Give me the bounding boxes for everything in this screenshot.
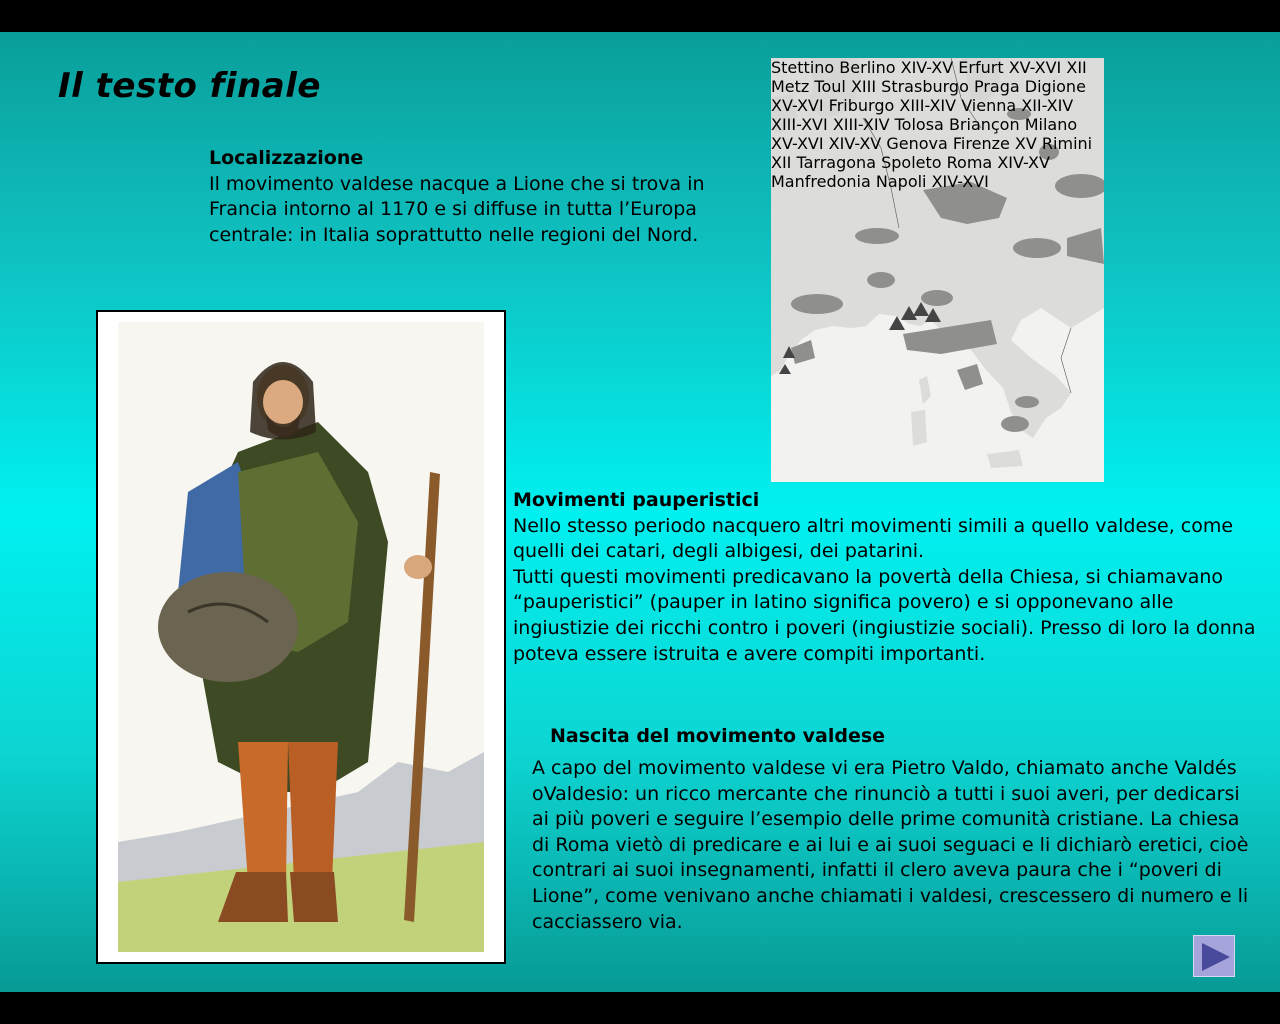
map-label-xiii-xiv-b: XIII-XIV (832, 115, 890, 134)
map-label-strasburgo: Strasburgo (881, 77, 969, 96)
map-label-briancon: Briançon (948, 115, 1020, 134)
map-label-manfredonia: Manfredonia (771, 172, 871, 191)
map-label-xiii-xiv: XIII-XIV (899, 96, 957, 115)
map-label-xiv-xv-b: XIV-XV (828, 134, 882, 153)
nascita-block (532, 756, 1262, 935)
map-label-xii-xiv: XII-XIV (1021, 96, 1074, 115)
map-label-spoleto: Spoleto (881, 153, 942, 172)
map-label-napoli: Napoli (875, 172, 927, 191)
map-label-metz: Metz (771, 77, 810, 96)
slide-title: Il testo finale (58, 66, 321, 106)
map-label-xv-xvi-b: XV-XVI (771, 96, 824, 115)
map-label-xv: XV (1014, 134, 1037, 153)
map-label-xiii-xvi: XIII-XVI (771, 115, 828, 134)
map-label-rimini: Rimini (1041, 134, 1093, 153)
localizzazione-text: Il movimento valdese nacque a Lione che si trova in Francia intorno al 1170 e si diffuse in tutta l’Europa centrale: in Italia soprattutto nelle regioni del Nord. (209, 172, 705, 246)
pauperistici-block (513, 488, 1273, 667)
map-label-stettino: Stettino (771, 58, 835, 77)
map-label-digione: Digione (1024, 77, 1086, 96)
pauperistici-text-2: Tutti questi movimenti predicavano la povertà della Chiesa, si chiamavano “pauperistici” (pauper in latino significa povero) e si opponevano alle ingiustizie dei ricchi contro i poveri (ingiustizie sociali). Presso di loro la donna poteva essere istruita e avere compiti importanti. (513, 565, 1256, 665)
map-labels (771, 58, 1104, 482)
pauperistici-text-1: Nello stesso periodo nacquero altri movimenti simili a quello valdese, come quelli dei catari, degli albigesi, dei patarini. (513, 514, 1234, 563)
map-label-xiv-xvi: XIV-XVI (931, 172, 989, 191)
localizzazione-heading: Localizzazione (209, 147, 364, 169)
map-label-xii-b: XII (771, 153, 792, 172)
next-slide-button[interactable] (1193, 935, 1235, 977)
map-label-praga: Praga (973, 77, 1020, 96)
map-label-xv-xvi-c: XV-XVI (771, 134, 824, 153)
pietro-valdo-illustration (96, 310, 506, 964)
map-label-xii: XII (1066, 58, 1087, 77)
play-triangle-icon (1194, 936, 1236, 978)
map-label-milano: Milano (1024, 115, 1078, 134)
map-label-erfurt: Erfurt (958, 58, 1004, 77)
map-label-firenze: Firenze (952, 134, 1010, 153)
map-label-tolosa: Tolosa (894, 115, 944, 134)
localizzazione-block (209, 146, 739, 248)
map-label-vienna: Vienna (961, 96, 1017, 115)
nascita-text: A capo del movimento valdese vi era Pietro Valdo, chiamato anche Valdés oValdesio: un ricco mercante che rinunciò a tutti i suoi averi, per dedicarsi ai più poveri e seguire l’esempio delle prime comunità cristiane. La chiesa di Roma vietò di predicare e ai lui e ai suoi seguaci e li dichiarò eretici, cioè contrari ai suoi insegnamenti, infatti il clero aveva paura che i “poveri di Lione”, come venivano anche chiamati i valdesi, crescessero di numero e li cacciassero via. (532, 757, 1249, 933)
map-label-friburgo: Friburgo (828, 96, 895, 115)
map-label-xiv-xv: XIV-XV (900, 58, 954, 77)
nascita-heading: Nascita del movimento valdese (550, 725, 886, 747)
pilgrim-figure (118, 322, 484, 952)
map-label-xiii: XIII (850, 77, 877, 96)
map-label-xv-xvi: XV-XVI (1008, 58, 1062, 77)
map-label-xiv-xv-c: XIV-XV (997, 153, 1050, 172)
map-label-genova: Genova (886, 134, 948, 153)
map-label-toul: Toul (814, 77, 846, 96)
map-label-berlino: Berlino (839, 58, 896, 77)
pauperistici-heading: Movimenti pauperistici (513, 489, 760, 511)
map-label-roma: Roma (946, 153, 993, 172)
map-label-tarragona: Tarragona (796, 153, 876, 172)
